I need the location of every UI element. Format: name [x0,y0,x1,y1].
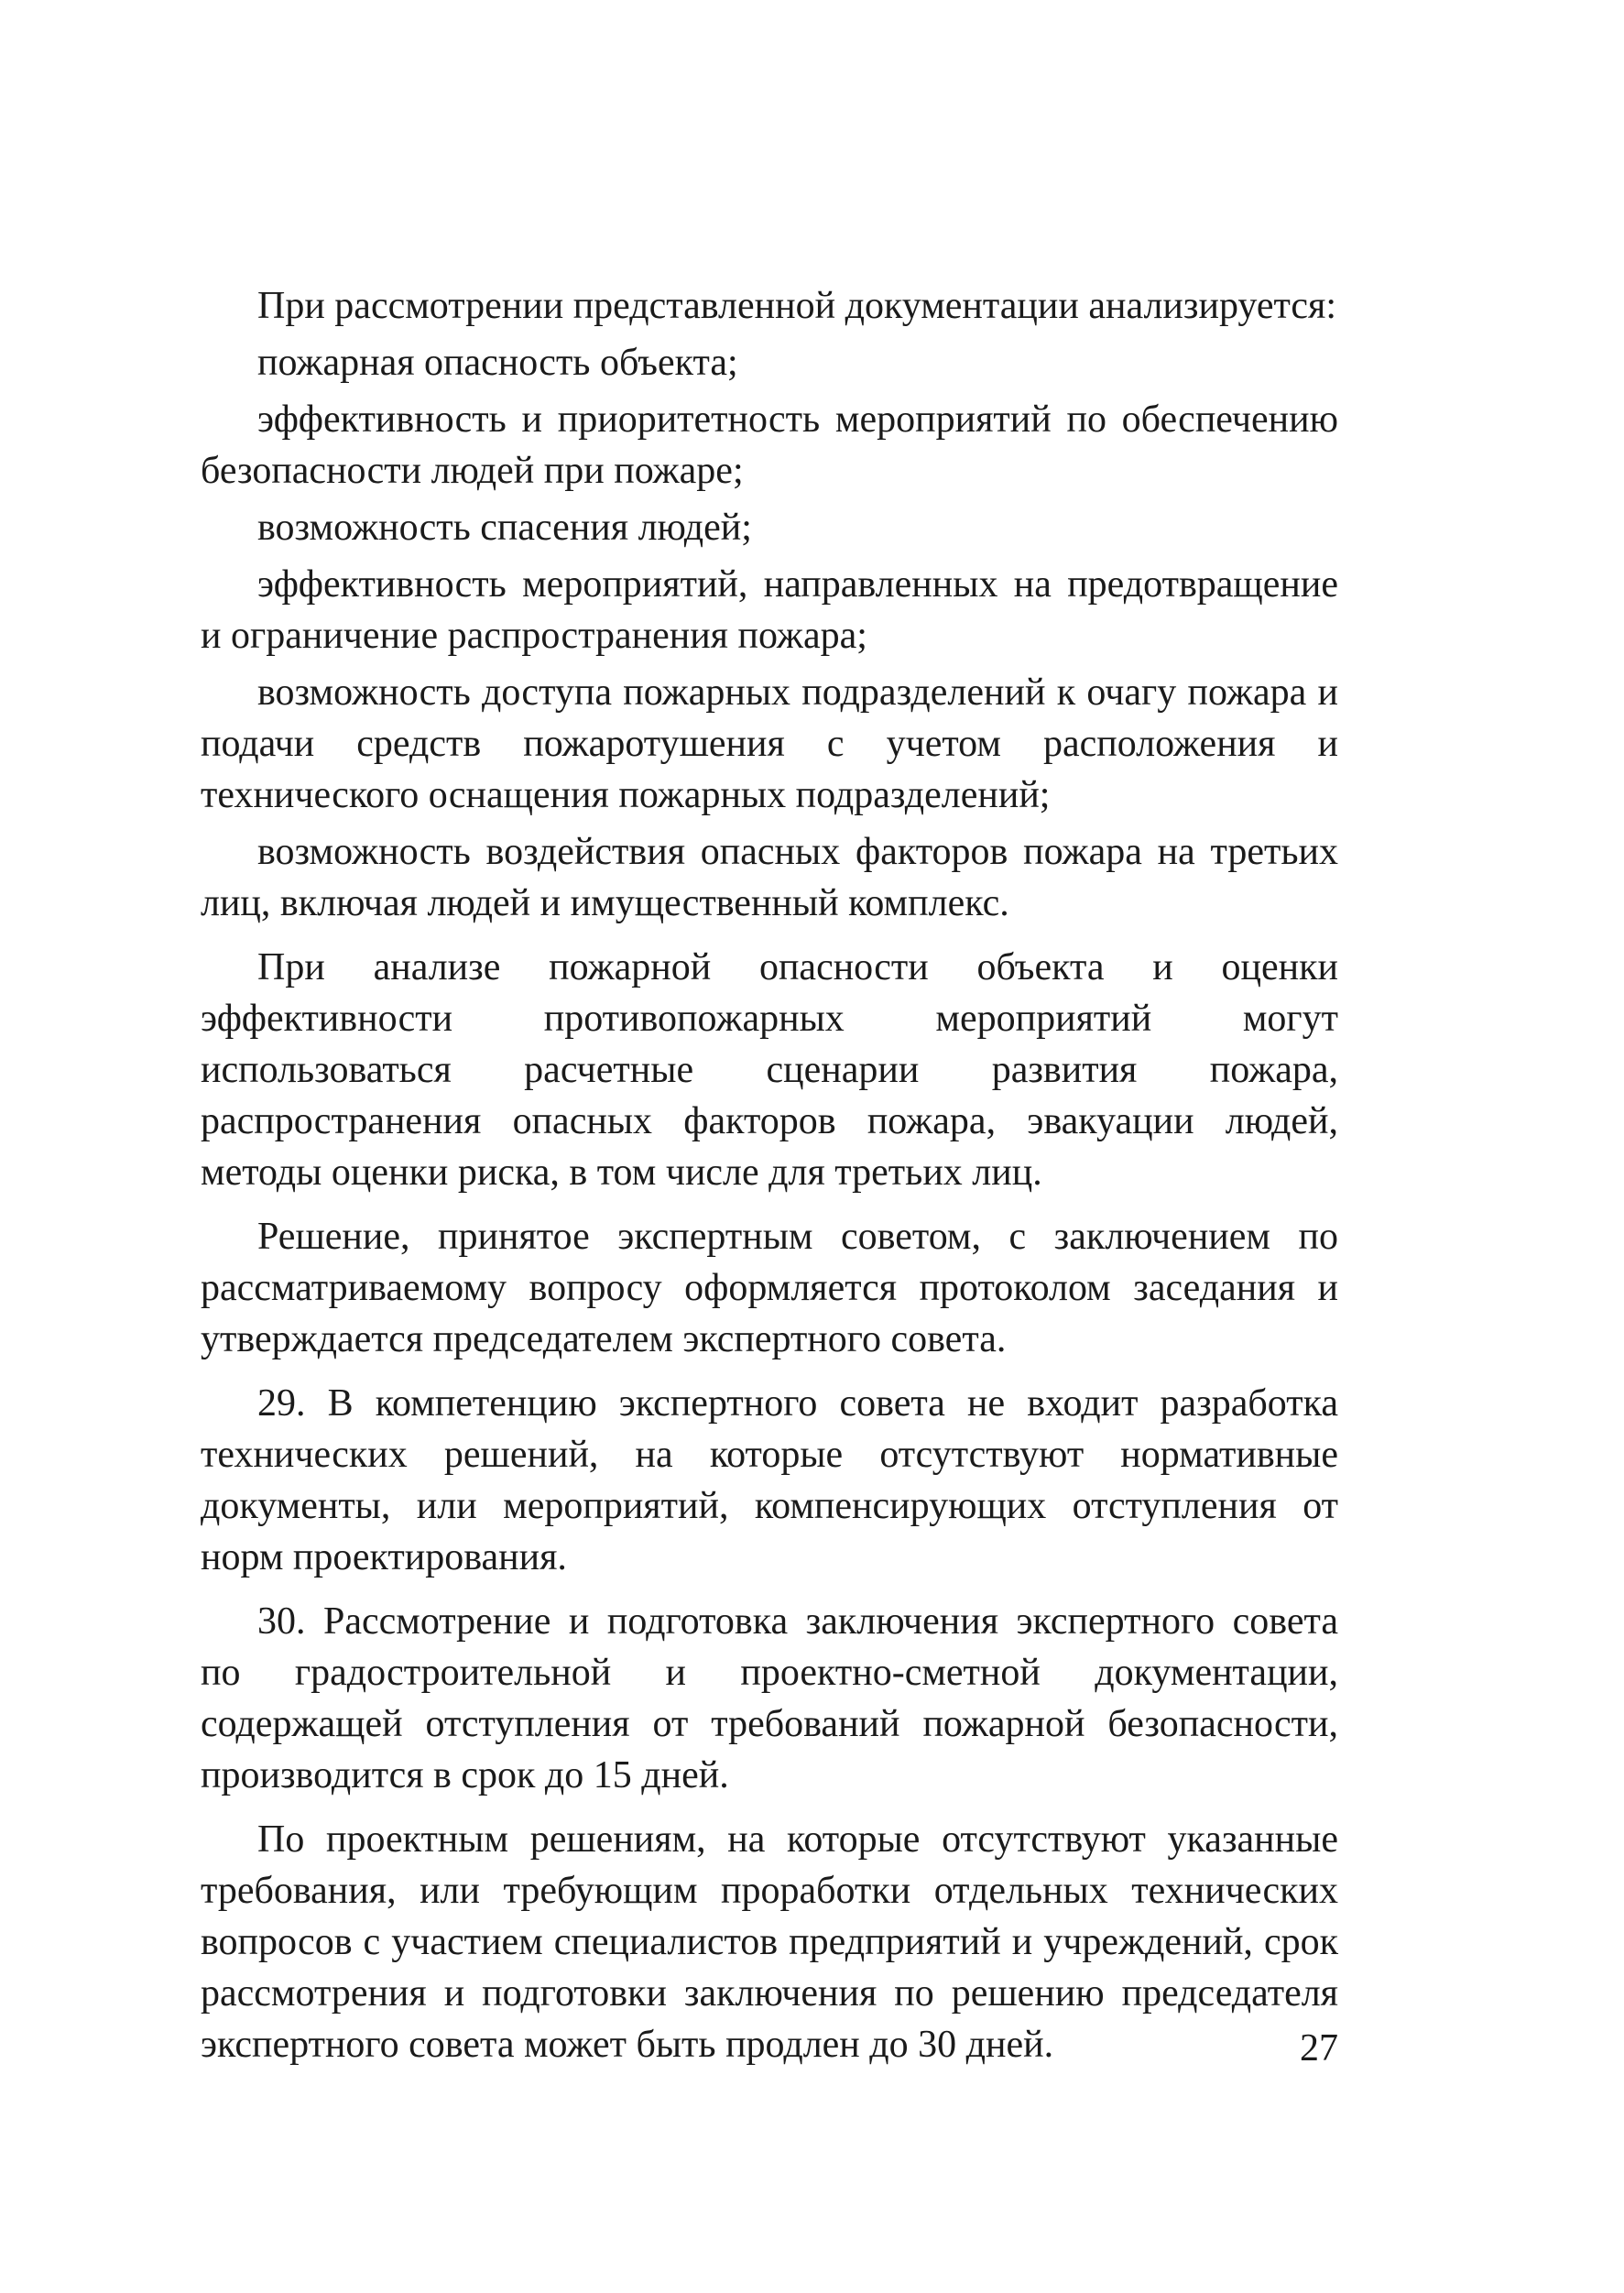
paragraph-analysis: При анализе пожарной опасности объекта и оценки эффективности противопожарных мероприятий могут использоваться расчетные сценарии развития пожара, распространения опасных факторов пожара, эвакуации людей, методы оценки риска, в том числе для третьих лиц. [201,946,1338,1194]
list-item-fire-hazard: пожарная опасность объекта; [257,342,738,384]
list-item-prevention: эффективность мероприятий, направленных на предотвращение и ограничение распространения пожара; [201,563,1338,657]
paragraph-item-30: 30. Рассмотрение и подготовка заключения экспертного совета по градостроительной и проектно-сметной документации, содержащей отступления от требований пожарной безопасности, производится в срок до 15 дней. [201,1600,1338,1796]
list-item-access: возможность доступа пожарных подразделений к очагу пожара и подачи средств пожаротушения с учетом расположения и технического оснащения пожарных подразделений; [201,672,1338,816]
paragraph-intro: При рассмотрении представленной документации анализируется: [257,285,1337,327]
list-item-efficiency: эффективность и приоритетность мероприятий по обеспечению безопасности людей при пожаре; [201,399,1338,492]
page-body [201,280,1338,2083]
paragraph-decision: Решение, принятое экспертным советом, с заключением по рассматриваемому вопросу оформляется протоколом заседания и утверждается председателем экспертного совета. [201,1216,1338,1360]
paragraph-extension: По проектным решениям, на которые отсутствуют указанные требования, или требующим проработки отдельных технических вопросов с участием специалистов предприятий и учреждений, срок рассмотрения и подготовки заключения по решению председателя экспертного совета может быть продлен до 30 дней. [201,1818,1338,2066]
page-number: 27 [1300,2027,1338,2069]
paragraph-item-29: 29. В компетенцию экспертного совета не входит разработка технических решений, на которые отсутствуют нормативные документы, или мероприятий, компенсирующих отступления от норм проектирования. [201,1382,1338,1578]
list-item-rescue: возможность спасения людей; [257,507,752,549]
list-item-third-parties: возможность воздействия опасных факторов пожара на третьих лиц, включая людей и имущественный комплекс. [201,831,1338,924]
